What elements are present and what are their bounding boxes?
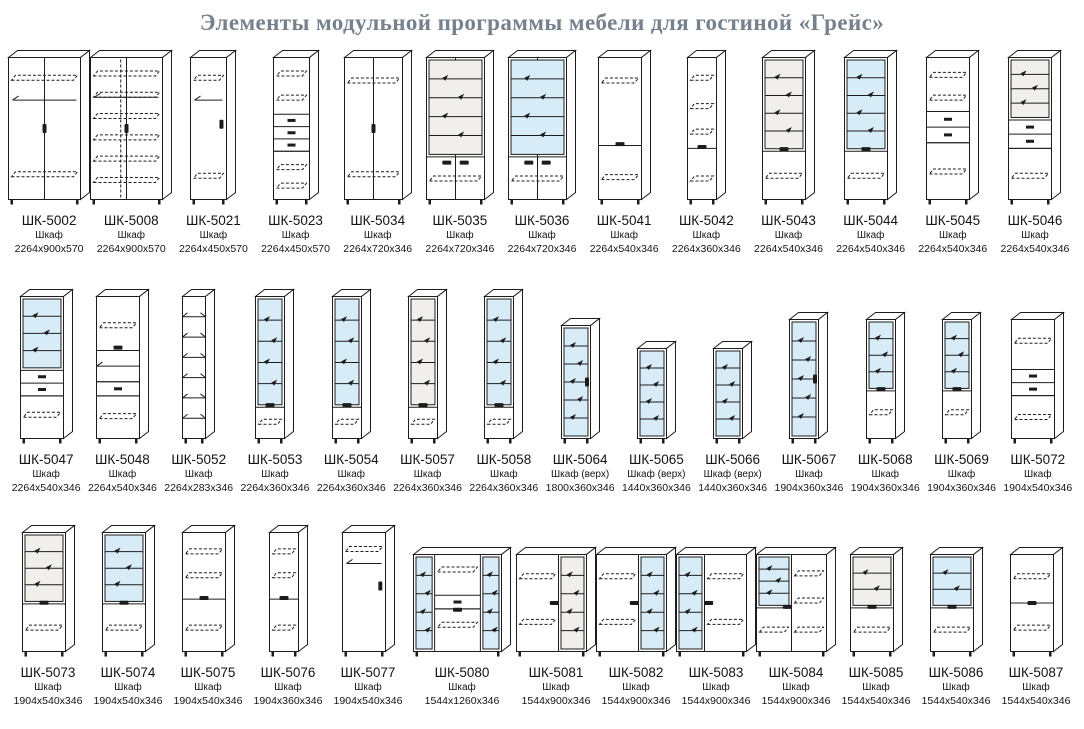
item-dims: 1544x540x346 — [1001, 694, 1071, 707]
item-dims: 2264x360x346 — [671, 242, 741, 255]
catalog-item — [1000, 287, 1076, 494]
item-code: ШК-5064 — [552, 452, 608, 468]
item-code: ШК-5065 — [629, 452, 684, 468]
catalog-item — [313, 287, 389, 494]
item-code: ШК-5002 — [21, 213, 77, 228]
catalog-item — [161, 287, 237, 494]
item-dims: 1904x540x346 — [333, 694, 403, 707]
item-code: ШК-5074 — [100, 665, 156, 681]
catalog-item — [996, 520, 1076, 707]
item-dims: 2264x720x346 — [507, 242, 577, 255]
item-code: ШК-5085 — [848, 665, 904, 681]
cabinet-drawing — [929, 520, 984, 658]
catalog-item — [337, 48, 419, 255]
item-dims: 1544x900x346 — [601, 694, 671, 707]
item-type: Шкаф — [528, 229, 556, 241]
item-type: Шкаф — [782, 681, 810, 693]
item-type: Шкаф — [199, 229, 228, 241]
item-type: Шкаф — [32, 468, 60, 480]
item-type: Шкаф — [942, 681, 970, 693]
catalog-item — [501, 48, 583, 255]
catalog-item — [912, 48, 994, 255]
item-dims: 1440x360x346 — [621, 481, 691, 494]
item-dims: 2264x540x346 — [11, 481, 81, 494]
cabinet-drawing — [761, 48, 816, 206]
item-type: Шкаф — [610, 229, 638, 241]
cabinet-drawing — [181, 287, 216, 445]
item-dims: 1800x360x346 — [545, 481, 615, 494]
cabinet-drawing — [95, 287, 150, 445]
catalog-item — [254, 48, 336, 255]
item-type: Шкаф — [1022, 681, 1050, 693]
catalog-item — [466, 287, 542, 494]
catalog-item — [90, 48, 172, 255]
item-dims: 2264x450x570 — [261, 242, 330, 255]
cabinet-drawing — [1007, 48, 1062, 206]
item-type: Шкаф — [274, 681, 302, 693]
item-code: ШК-5034 — [350, 213, 406, 228]
item-type: Шкаф — [114, 681, 142, 693]
catalog-item — [923, 287, 999, 494]
item-code: ШК-5048 — [95, 452, 150, 468]
catalog-item — [676, 520, 756, 707]
item-type: Шкаф — [261, 468, 289, 480]
item-type: Шкаф — [354, 681, 382, 693]
cabinet-drawing — [515, 520, 597, 658]
cabinet-drawing — [412, 520, 512, 658]
item-code: ШК-5047 — [18, 452, 74, 468]
cabinet-drawing — [1010, 287, 1065, 445]
item-type: Шкаф — [413, 468, 442, 480]
item-dims: 2264x450x570 — [178, 242, 248, 255]
cabinet-drawing — [712, 287, 753, 445]
item-code: ШК-5069 — [934, 452, 989, 468]
catalog-item — [516, 520, 596, 707]
catalog — [0, 48, 1084, 707]
item-type: Шкаф — [1024, 468, 1052, 480]
catalog-item — [172, 48, 254, 255]
item-dims: 2264x540x346 — [918, 242, 988, 255]
item-code: ШК-5044 — [843, 213, 899, 228]
catalog-item — [836, 520, 916, 707]
item-code: ШК-5053 — [247, 452, 303, 468]
cabinet-drawing — [341, 520, 396, 658]
item-type: Шкаф — [871, 468, 900, 480]
cabinet-drawing — [675, 520, 757, 658]
item-type: Шкаф — [947, 468, 976, 480]
item-dims: 1904x360x346 — [774, 481, 844, 494]
item-code: ШК-5042 — [678, 213, 734, 228]
item-type: Шкаф — [795, 468, 823, 480]
item-code: ШК-5077 — [340, 665, 396, 681]
item-type: Шкаф — [184, 468, 213, 480]
cabinet-drawing — [483, 287, 524, 445]
item-code: ШК-5023 — [268, 213, 323, 228]
item-type: Шкаф — [448, 681, 476, 693]
item-dims: 2264x360x346 — [240, 481, 310, 494]
item-dims: 1904x360x346 — [927, 481, 996, 494]
item-type: Шкаф — [856, 229, 885, 241]
cabinet-drawing — [636, 287, 677, 445]
item-code: ШК-5083 — [688, 665, 744, 681]
item-dims: 1440x360x346 — [698, 481, 768, 494]
item-dims: 2264x720x346 — [425, 242, 495, 255]
item-code: ШК-5084 — [768, 665, 824, 681]
item-code: ШК-5072 — [1010, 452, 1066, 468]
item-type: Шкаф — [862, 681, 890, 693]
cabinet-drawing — [268, 520, 309, 658]
cabinet-drawing — [941, 287, 982, 445]
item-type: Шкаф — [117, 229, 146, 241]
item-type: Шкаф — [702, 681, 730, 693]
item-code: ШК-5086 — [928, 665, 984, 681]
cabinet-drawing — [407, 287, 448, 445]
item-code: ШК-5052 — [171, 452, 227, 468]
item-code: ШК-5066 — [705, 452, 761, 468]
catalog-item — [88, 520, 168, 707]
item-type: Шкаф — [939, 229, 967, 241]
cabinet-drawing — [595, 520, 677, 658]
item-dims: 2264x540x346 — [87, 481, 157, 494]
item-type: Шкаф — [337, 468, 366, 480]
item-type: Шкаф — [446, 229, 474, 241]
item-dims: 1904x360x346 — [253, 694, 323, 707]
item-type: Шкаф — [363, 229, 392, 241]
item-code: ШК-5082 — [608, 665, 664, 681]
catalog-item — [847, 287, 923, 494]
cabinet-drawing — [788, 287, 829, 445]
catalog-item — [695, 287, 771, 494]
catalog-item — [994, 48, 1076, 255]
catalog-item — [328, 520, 408, 707]
cabinet-drawing — [597, 48, 652, 206]
item-dims: 1544x900x346 — [681, 694, 751, 707]
cabinet-drawing — [1009, 520, 1064, 658]
catalog-item — [8, 287, 84, 494]
item-dims: 1544x900x346 — [761, 694, 831, 707]
cabinet-drawing — [189, 48, 237, 206]
item-code: ШК-5035 — [432, 213, 488, 228]
cabinet-drawing — [507, 48, 577, 206]
item-dims: 2264x360x346 — [316, 481, 386, 494]
catalog-item — [756, 520, 836, 707]
catalog-item — [916, 520, 996, 707]
item-code: ШК-5054 — [323, 452, 379, 468]
item-code: ШК-5067 — [781, 452, 837, 468]
item-type: Шкаф — [281, 229, 310, 241]
item-dims: 1904x540x346 — [1003, 481, 1073, 494]
cabinet-drawing — [272, 48, 320, 206]
cabinet-drawing — [181, 520, 236, 658]
item-dims: 1544x1260x346 — [424, 694, 500, 707]
catalog-item — [596, 520, 676, 707]
cabinet-drawing — [7, 48, 91, 206]
catalog-item — [830, 48, 912, 255]
catalog-item — [248, 520, 328, 707]
cabinet-drawing — [89, 48, 173, 206]
item-dims: 1544x900x346 — [521, 694, 591, 707]
item-code: ШК-5036 — [514, 213, 570, 228]
cabinet-drawing — [865, 287, 906, 445]
cabinet-drawing — [21, 520, 76, 658]
item-code: ШК-5073 — [20, 665, 76, 681]
catalog-row — [8, 287, 1076, 494]
cabinet-drawing — [755, 520, 837, 658]
item-dims: 2264x900x570 — [14, 242, 84, 255]
item-code: ШК-5080 — [434, 665, 490, 681]
cabinet-drawing — [560, 287, 601, 445]
item-type: Шкаф — [108, 468, 137, 480]
item-type: Шкаф — [692, 229, 721, 241]
item-dims: 2264x360x346 — [393, 481, 462, 494]
item-type: Шкаф — [774, 229, 803, 241]
catalog-row — [8, 520, 1076, 707]
catalog-item — [8, 48, 90, 255]
item-type: Шкаф — [622, 681, 650, 693]
item-code: ШК-5075 — [180, 665, 236, 681]
item-code: ШК-5081 — [528, 665, 584, 681]
catalog-item — [8, 520, 88, 707]
item-code: ШК-5057 — [400, 452, 455, 468]
item-type: Шкаф — [1021, 229, 1049, 241]
cabinet-drawing — [843, 48, 898, 206]
item-code: ШК-5008 — [103, 213, 159, 228]
item-dims: 1904x540x346 — [93, 694, 163, 707]
item-code: ШК-5076 — [260, 665, 316, 681]
catalog-item — [583, 48, 665, 255]
item-dims: 1904x360x346 — [850, 481, 920, 494]
item-type: Шкаф — [542, 681, 570, 693]
cabinet-drawing — [101, 520, 156, 658]
catalog-item — [168, 520, 248, 707]
cabinet-drawing — [331, 287, 372, 445]
catalog-item — [542, 287, 618, 494]
item-dims: 2264x283x346 — [164, 481, 234, 494]
item-dims: 2264x720x346 — [343, 242, 413, 255]
item-dims: 1544x540x346 — [921, 694, 991, 707]
catalog-item — [419, 48, 501, 255]
item-code: ШК-5021 — [186, 213, 241, 228]
cabinet-drawing — [849, 520, 904, 658]
cabinet-drawing — [425, 48, 495, 206]
item-dims: 2264x540x346 — [836, 242, 906, 255]
item-type: Шкаф — [35, 229, 63, 241]
catalog-item — [665, 48, 747, 255]
item-type: Шкаф — [490, 468, 518, 480]
catalog-item — [237, 287, 313, 494]
item-code: ШК-5041 — [596, 213, 652, 228]
item-dims: 1904x540x346 — [173, 694, 243, 707]
item-code: ШК-5045 — [925, 213, 981, 228]
page-title: Элементы модульной программы мебели для гостиной «Грейс» — [199, 10, 885, 35]
cabinet-drawing — [254, 287, 295, 445]
catalog-item — [747, 48, 829, 255]
item-code: ШК-5068 — [857, 452, 913, 468]
cabinet-drawing — [19, 287, 74, 445]
item-type: Шкаф — [194, 681, 222, 693]
item-code: ШК-5087 — [1008, 665, 1064, 681]
item-code: ШК-5043 — [761, 213, 816, 228]
cabinet-drawing — [343, 48, 413, 206]
item-type: Шкаф (верх) — [627, 468, 686, 480]
catalog-item — [389, 287, 465, 494]
item-dims: 2264x360x346 — [469, 481, 539, 494]
item-type: Шкаф (верх) — [551, 468, 610, 480]
cabinet-drawing — [686, 48, 727, 206]
item-dims: 2264x540x346 — [1000, 242, 1070, 255]
catalog-item — [408, 520, 516, 707]
item-dims: 2264x900x570 — [96, 242, 166, 255]
cabinet-drawing — [925, 48, 980, 206]
item-dims: 1904x540x346 — [13, 694, 83, 707]
catalog-row — [8, 48, 1076, 255]
item-dims: 2264x540x346 — [754, 242, 823, 255]
catalog-item — [84, 287, 160, 494]
item-dims: 1544x540x346 — [841, 694, 911, 707]
item-code: ШК-5046 — [1007, 213, 1063, 228]
catalog-item — [771, 287, 847, 494]
catalog-item — [618, 287, 694, 494]
item-dims: 2264x540x346 — [589, 242, 659, 255]
item-type: Шкаф (верх) — [703, 468, 762, 480]
item-type: Шкаф — [34, 681, 62, 693]
item-code: ШК-5058 — [476, 452, 532, 468]
